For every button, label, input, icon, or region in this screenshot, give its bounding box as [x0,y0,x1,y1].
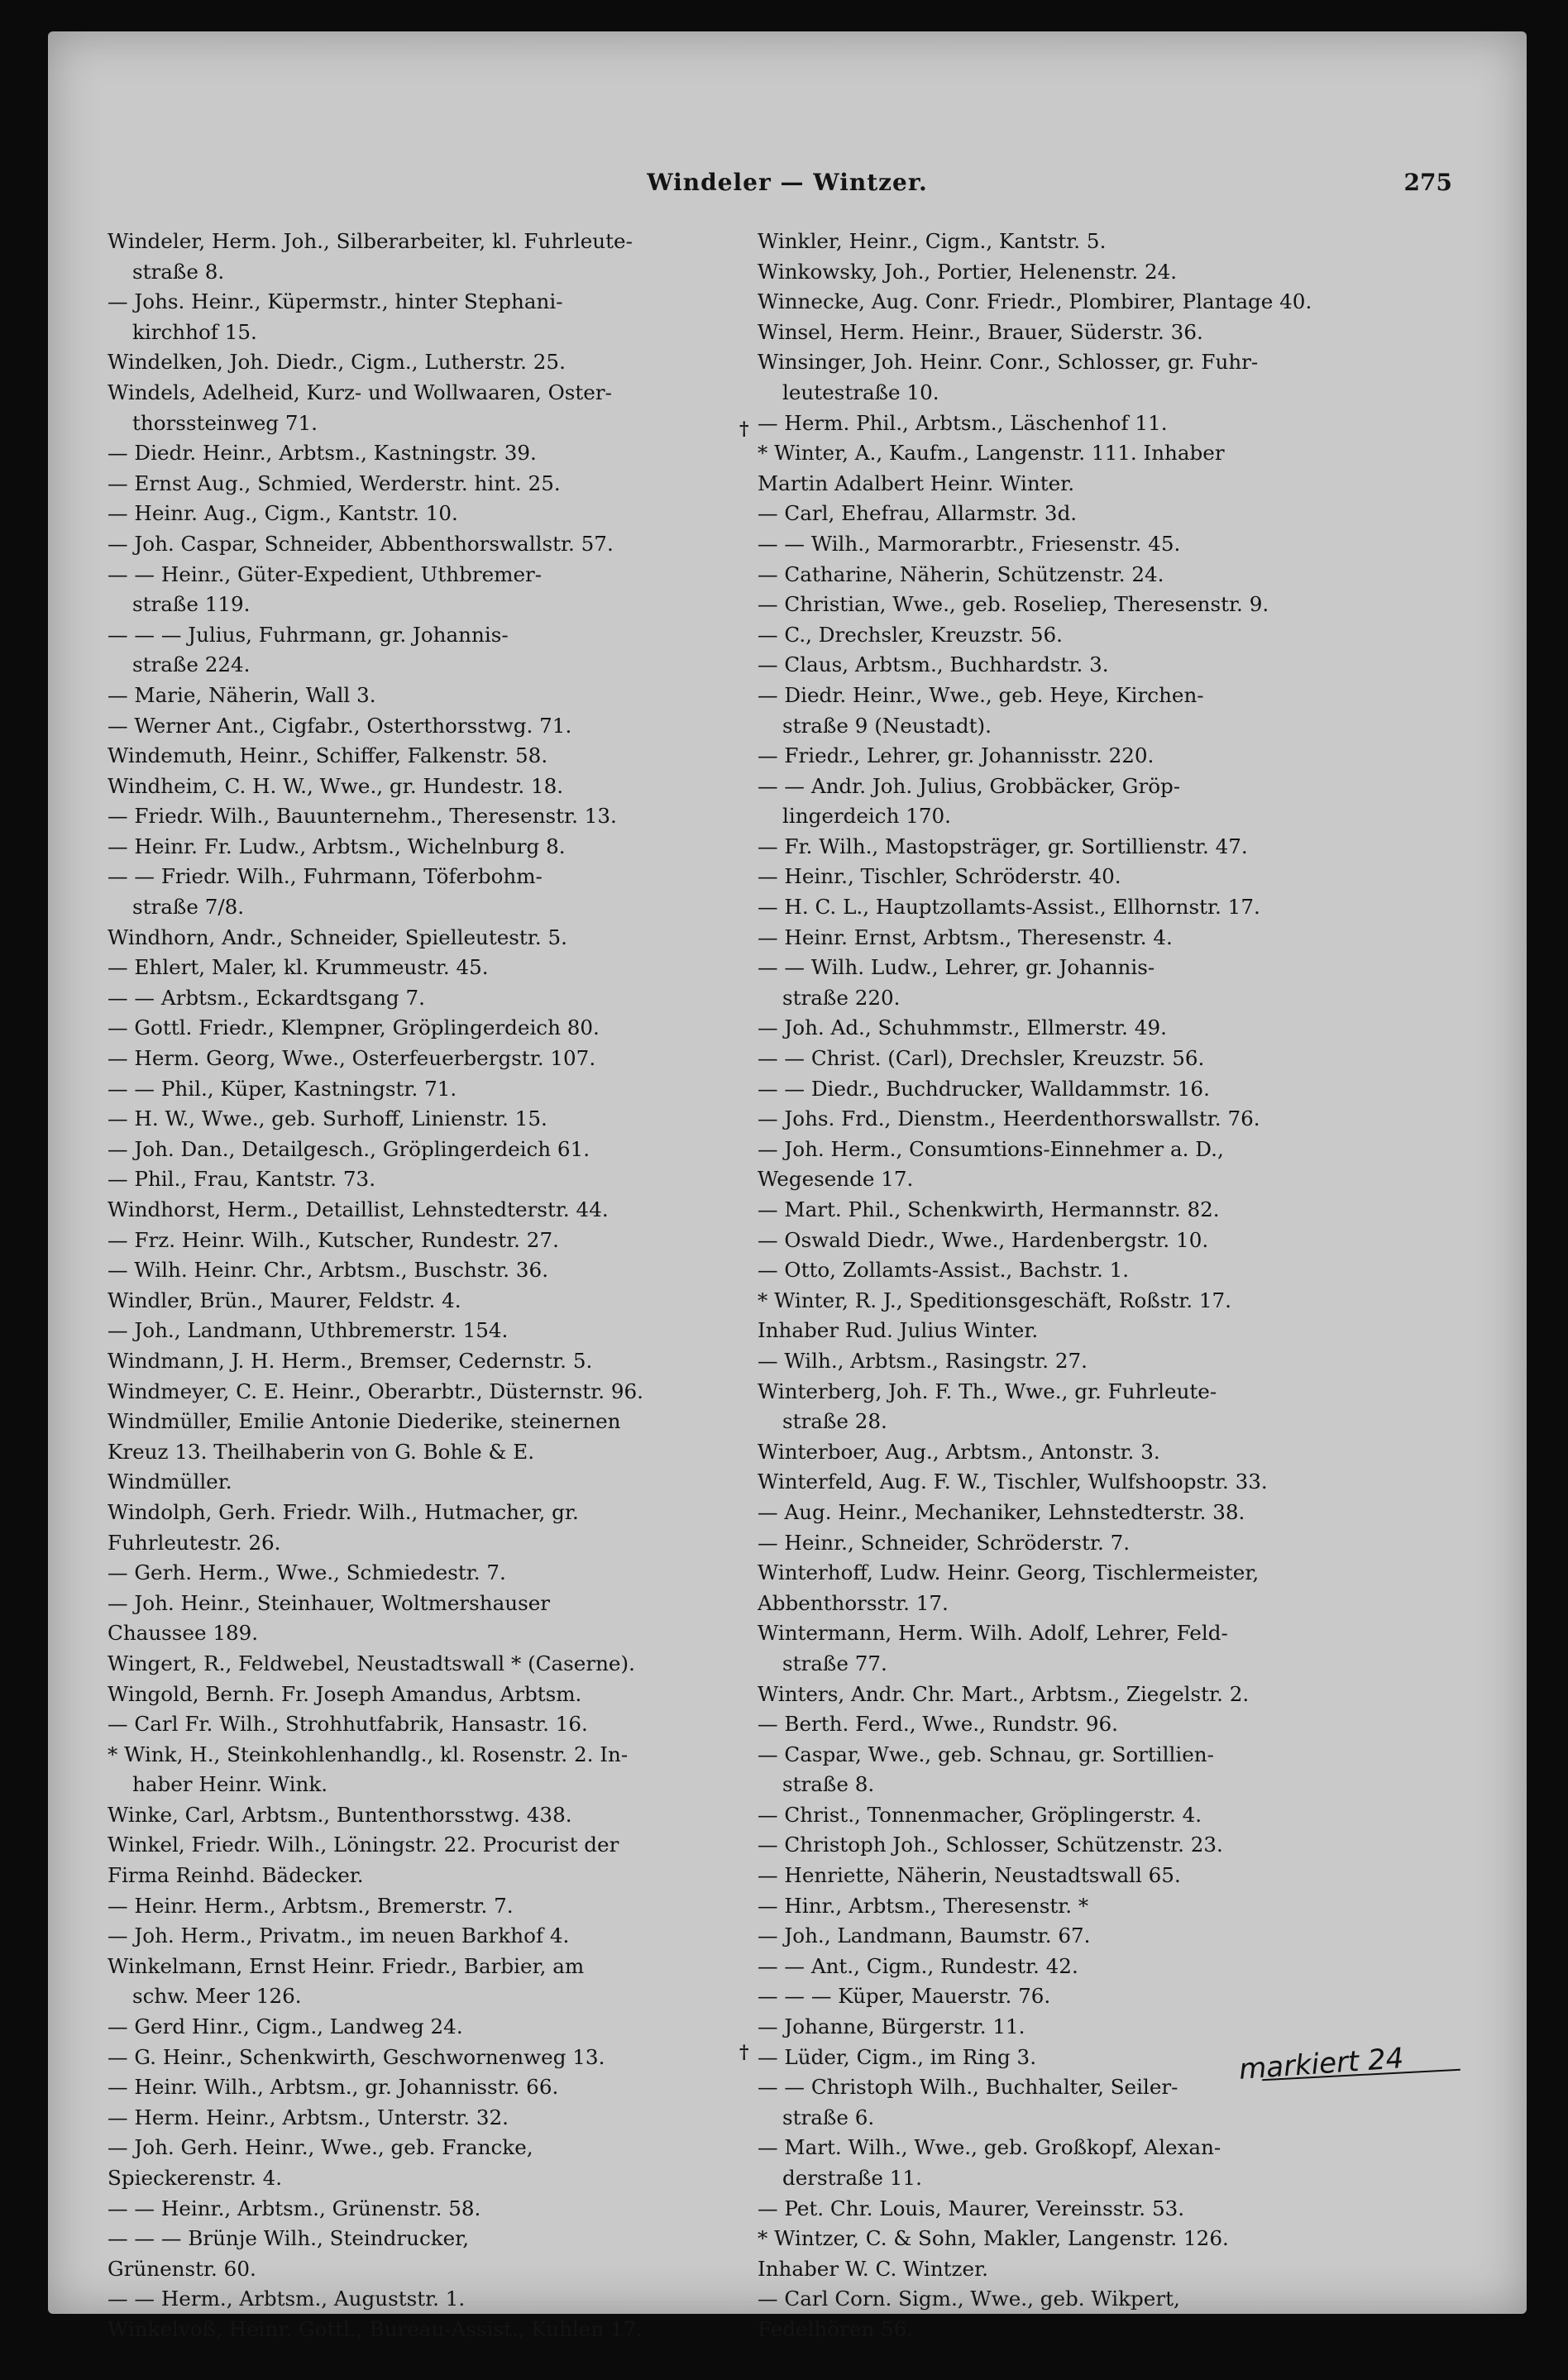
directory-line: — — Diedr., Buchdrucker, Walldammstr. 16. [758,1076,1210,1101]
directory-line: Winkowsky, Joh., Portier, Helenenstr. 24. [758,259,1178,284]
directory-line: Windler, Brün., Maurer, Feldstr. 4. [108,1288,461,1312]
directory-line: Windemuth, Heinr., Schiffer, Falkenstr. 58. [108,743,548,768]
directory-line: — Frz. Heinr. Wilh., Kutscher, Rundestr. 27. [108,1227,559,1252]
directory-line: Winterfeld, Aug. F. W., Tischler, Wulfshoopstr. 33. [758,1470,1268,1494]
directory-line: — Carl Corn. Sigm., Wwe., geb. Wikpert, [758,2287,1180,2311]
directory-line: — — Heinr., Güter-Expedient, Uthbremer- [108,562,543,586]
directory-line: — Hinr., Arbtsm., Theresenstr. * [758,1893,1089,1918]
directory-line: Windmann, J. H. Herm., Bremser, Cedernstr. 5. [108,1348,593,1373]
directory-line: — Heinr., Schneider, Schröderstr. 7. [758,1530,1131,1555]
directory-line: — Aug. Heinr., Mechaniker, Lehnstedterstr. 38. [758,1499,1245,1524]
directory-line: straße 8. [782,1772,875,1797]
directory-line: — Carl Fr. Wilh., Strohhutfabrik, Hansastr. 16. [108,1712,588,1737]
directory-line: — Friedr., Lehrer, gr. Johannisstr. 220. [758,743,1154,768]
handwritten-note: markiert 24 [1237,2042,1405,2086]
directory-line: — Wilh. Heinr. Chr., Arbtsm., Buschstr. 36. [108,1258,549,1283]
directory-line: — Heinr., Tischler, Schröderstr. 40. [758,864,1121,889]
directory-line: — — Christ. (Carl), Drechsler, Kreuzstr. 56. [758,1046,1205,1071]
directory-line: Wegesende 17. [758,1167,914,1192]
directory-line: Winterhoff, Ludw. Heinr. Georg, Tischlermeister, [758,1560,1260,1585]
directory-line: — — Wilh., Marmorarbtr., Friesenstr. 45. [758,531,1181,556]
directory-line: Winkelmann, Ernst Heinr. Friedr., Barbier, am [108,1953,585,1978]
directory-line: — Joh., Landmann, Uthbremerstr. 154. [108,1318,509,1343]
directory-line: Inhaber Rud. Julius Winter. [758,1318,1039,1343]
directory-line: — Johs. Frd., Dienstm., Heerdenthorswallstr. 76. [758,1106,1260,1131]
directory-line: — Joh. Dan., Detailgesch., Gröplingerdeich 61. [108,1136,590,1161]
directory-line: thorssteinweg 71. [132,410,318,435]
directory-line: straße 28. [782,1409,887,1434]
directory-line: — — Christoph Wilh., Buchhalter, Seiler- [758,2075,1178,2100]
directory-line: — Gottl. Friedr., Klempner, Gröplingerdeich 80. [108,1016,600,1040]
directory-line: Windelken, Joh. Diedr., Cigm., Lutherstr. 25. [108,350,566,375]
directory-line: — — Phil., Küper, Kastningstr. 71. [108,1076,457,1101]
directory-line: Windhorn, Andr., Schneider, Spielleutestr. 5. [108,925,567,949]
directory-line: — Joh. Herm., Privatm., im neuen Barkhof 4. [108,1924,570,1948]
directory-line: Inhaber W. C. Wintzer. [758,2256,988,2281]
directory-line: Winkel, Friedr. Wilh., Löningstr. 22. Procurist der [108,1833,619,1857]
directory-line: Windhorst, Herm., Detaillist, Lehnstedterstr. 44. [108,1197,609,1221]
directory-line: — Pet. Chr. Louis, Maurer, Vereinsstr. 53. [758,2196,1185,2220]
directory-line: — Mart. Wilh., Wwe., geb. Großkopf, Alexan- [758,2135,1221,2160]
directory-line: Windheim, C. H. W., Wwe., gr. Hundestr. 18. [108,773,564,798]
directory-line: Spieckerenstr. 4. [108,2166,283,2190]
directory-line: Wingert, R., Feldwebel, Neustadtswall * (Caserne). [108,1651,635,1675]
directory-line: — Catharine, Näherin, Schützenstr. 24. [758,562,1164,586]
directory-line: — Caspar, Wwe., geb. Schnau, gr. Sortillien- [758,1742,1214,1766]
directory-line: Winterberg, Joh. F. Th., Wwe., gr. Fuhrleute- [758,1379,1217,1403]
directory-line: * Wintzer, C. & Sohn, Makler, Langenstr. 126. [758,2226,1229,2251]
directory-line: — Heinr. Herm., Arbtsm., Bremerstr. 7. [108,1893,514,1918]
directory-line: — Heinr. Fr. Ludw., Arbtsm., Wichelnburg 8. [108,834,566,858]
directory-line: Martin Adalbert Heinr. Winter. [758,471,1075,495]
directory-line: Winnecke, Aug. Conr. Friedr., Plombirer, Plantage 40. [758,289,1312,314]
directory-line: straße 8. [132,259,225,284]
directory-line: leutestraße 10. [782,380,939,404]
directory-line: — Johs. Heinr., Küpermstr., hinter Stephani- [108,289,563,314]
directory-line: Windels, Adelheid, Kurz- und Wollwaaren, Oster- [108,380,612,404]
directory-line: — Mart. Phil., Schenkwirth, Hermannstr. 82. [758,1197,1220,1221]
directory-line: straße 119. [132,592,251,617]
directory-line: — Phil., Frau, Kantstr. 73. [108,1167,376,1192]
directory-line: — H. W., Wwe., geb. Surhoff, Linienstr. 15. [108,1106,547,1131]
margin-mark: † [739,2042,749,2063]
directory-line: — Joh., Landmann, Baumstr. 67. [758,1924,1091,1948]
directory-line: — Claus, Arbtsm., Buchhardstr. 3. [758,652,1109,677]
right-column [758,227,1411,2345]
directory-line: straße 7/8. [132,895,245,920]
margin-mark: † [739,418,749,440]
directory-line: straße 220. [782,985,901,1010]
directory-line: Abbenthorsstr. 17. [758,1590,949,1615]
directory-line: Winsinger, Joh. Heinr. Conr., Schlosser, gr. Fuhr- [758,350,1259,375]
directory-line: Chaussee 189. [108,1621,259,1646]
directory-line: — Wilh., Arbtsm., Rasingstr. 27. [758,1348,1088,1373]
directory-line: haber Heinr. Wink. [132,1772,328,1797]
directory-line: Fedelhören 56. [758,2316,914,2341]
directory-line: — Joh. Gerh. Heinr., Wwe., geb. Francke, [108,2135,533,2160]
directory-line: — — Herm., Arbtsm., Auguststr. 1. [108,2287,466,2311]
directory-line: — Gerd Hinr., Cigm., Landweg 24. [108,2014,463,2039]
directory-line: — Carl, Ehefrau, Allarmstr. 3d. [758,501,1078,526]
directory-line: — Christian, Wwe., geb. Roseliep, Theresenstr. 9. [758,592,1269,617]
directory-line: — Joh. Caspar, Schneider, Abbenthorswallstr. 57. [108,531,614,556]
directory-line: — Joh. Ad., Schuhmmstr., Ellmerstr. 49. [758,1016,1167,1040]
directory-line: — Johanne, Bürgerstr. 11. [758,2014,1025,2039]
directory-line: — Ernst Aug., Schmied, Werderstr. hint. 25. [108,471,561,495]
directory-line: — Heinr. Aug., Cigm., Kantstr. 10. [108,501,458,526]
directory-page [48,31,1527,2341]
directory-line: — Berth. Ferd., Wwe., Rundstr. 96. [758,1712,1118,1737]
directory-line: — Fr. Wilh., Mastopsträger, gr. Sortillienstr. 47. [758,834,1248,858]
running-head: Windeler — Wintzer. [647,169,928,196]
directory-line: — — Friedr. Wilh., Fuhrmann, Töferbohm- [108,864,543,889]
directory-line: Winkelvoß, Heinr. Gottl., Bureau-Assist., Kuhlen 17. [108,2316,643,2341]
directory-line: — Herm. Heinr., Arbtsm., Unterstr. 32. [108,2105,509,2129]
directory-line: derstraße 11. [782,2166,922,2190]
directory-line: Windeler, Herm. Joh., Silberarbeiter, kl. Fuhrleute- [108,229,633,253]
directory-line: Winsel, Herm. Heinr., Brauer, Süderstr. 36. [758,319,1203,344]
directory-line: — G. Heinr., Schenkwirth, Geschwornenweg 13. [108,2044,605,2069]
page-number: 275 [1403,169,1452,196]
directory-line: Kreuz 13. Theilhaberin von G. Bohle & E. [108,1439,535,1464]
directory-line: schw. Meer 126. [132,1984,302,2009]
directory-line: — Heinr. Ernst, Arbtsm., Theresenstr. 4. [758,925,1173,949]
directory-line: — — Andr. Joh. Julius, Grobbäcker, Gröp- [758,773,1181,798]
directory-line: Windolph, Gerh. Friedr. Wilh., Hutmacher, gr. [108,1499,579,1524]
directory-line: — Diedr. Heinr., Arbtsm., Kastningstr. 39. [108,441,537,466]
directory-line: * Winter, A., Kaufm., Langenstr. 111. Inhaber [758,441,1225,466]
directory-line: — — — Brünje Wilh., Steindrucker, [108,2226,470,2251]
directory-line: Winke, Carl, Arbtsm., Buntenthorsstwg. 438. [108,1802,572,1827]
directory-line: Wintermann, Herm. Wilh. Adolf, Lehrer, Feld- [758,1621,1228,1646]
directory-line: — Ehlert, Maler, kl. Krummeustr. 45. [108,955,489,980]
directory-line: straße 77. [782,1651,887,1675]
directory-line: Winterboer, Aug., Arbtsm., Antonstr. 3. [758,1439,1160,1464]
directory-line: — — — Küper, Mauerstr. 76. [758,1984,1051,2009]
directory-line: — C., Drechsler, Kreuzstr. 56. [758,622,1063,647]
directory-line: Winters, Andr. Chr. Mart., Arbtsm., Ziegelstr. 2. [758,1681,1250,1706]
directory-line: — — Ant., Cigm., Rundestr. 42. [758,1953,1078,1978]
directory-line: straße 6. [782,2105,875,2129]
directory-line: — Oswald Diedr., Wwe., Hardenbergstr. 10. [758,1227,1209,1252]
directory-line: Windmeyer, C. E. Heinr., Oberarbtr., Düsternstr. 96. [108,1379,643,1403]
directory-line: — Christ., Tonnenmacher, Gröplingerstr. 4. [758,1802,1202,1827]
directory-line: — Joh. Heinr., Steinhauer, Woltmershauser [108,1590,551,1615]
directory-line: — Gerh. Herm., Wwe., Schmiedestr. 7. [108,1560,506,1585]
directory-line: — Herm. Georg, Wwe., Osterfeuerbergstr. 107. [108,1046,596,1071]
directory-line: — H. C. L., Hauptzollamts-Assist., Ellhornstr. 17. [758,895,1260,920]
directory-line: — — Heinr., Arbtsm., Grünenstr. 58. [108,2196,481,2220]
directory-line: Grünenstr. 60. [108,2256,256,2281]
directory-line: — Otto, Zollamts-Assist., Bachstr. 1. [758,1258,1130,1283]
directory-line: straße 224. [132,652,251,677]
directory-line: Windmüller. [108,1470,232,1494]
directory-line: — Heinr. Wilh., Arbtsm., gr. Johannisstr. 66. [108,2075,559,2100]
directory-line: — Joh. Herm., Consumtions-Einnehmer a. D., [758,1136,1224,1161]
directory-line: — Friedr. Wilh., Bauunternehm., Theresenstr. 13. [108,804,617,829]
directory-line: — — Wilh. Ludw., Lehrer, gr. Johannis- [758,955,1155,980]
directory-line: — Herm. Phil., Arbtsm., Läschenhof 11. [758,410,1168,435]
directory-line: Windmüller, Emilie Antonie Diederike, steinernen [108,1409,621,1434]
directory-line: * Wink, H., Steinkohlenhandlg., kl. Rosenstr. 2. In- [108,1742,629,1766]
page-header [48,169,1527,210]
directory-line: * Winter, R. J., Speditionsgeschäft, Roßstr. 17. [758,1288,1231,1312]
directory-line: Winkler, Heinr., Cigm., Kantstr. 5. [758,229,1107,253]
directory-line: — Marie, Näherin, Wall 3. [108,682,376,707]
directory-line: — Werner Ant., Cigfabr., Osterthorsstwg. 71. [108,713,572,738]
directory-line: Firma Reinhd. Bädecker. [108,1863,364,1888]
left-column [108,227,761,2345]
directory-line: kirchhof 15. [132,319,257,344]
directory-line: — — — Julius, Fuhrmann, gr. Johannis- [108,622,509,647]
directory-line: — — Arbtsm., Eckardtsgang 7. [108,985,425,1010]
directory-line: straße 9 (Neustadt). [782,713,992,738]
directory-line: — Diedr. Heinr., Wwe., geb. Heye, Kirchen- [758,682,1204,707]
directory-line: Fuhrleutestr. 26. [108,1530,281,1555]
directory-line: — Christoph Joh., Schlosser, Schützenstr. 23. [758,1833,1223,1857]
directory-line: — Henriette, Näherin, Neustadtswall 65. [758,1863,1181,1888]
directory-line: lingerdeich 170. [782,804,951,829]
directory-line: — Lüder, Cigm., im Ring 3. [758,2044,1037,2069]
directory-line: Wingold, Bernh. Fr. Joseph Amandus, Arbtsm. [108,1681,582,1706]
